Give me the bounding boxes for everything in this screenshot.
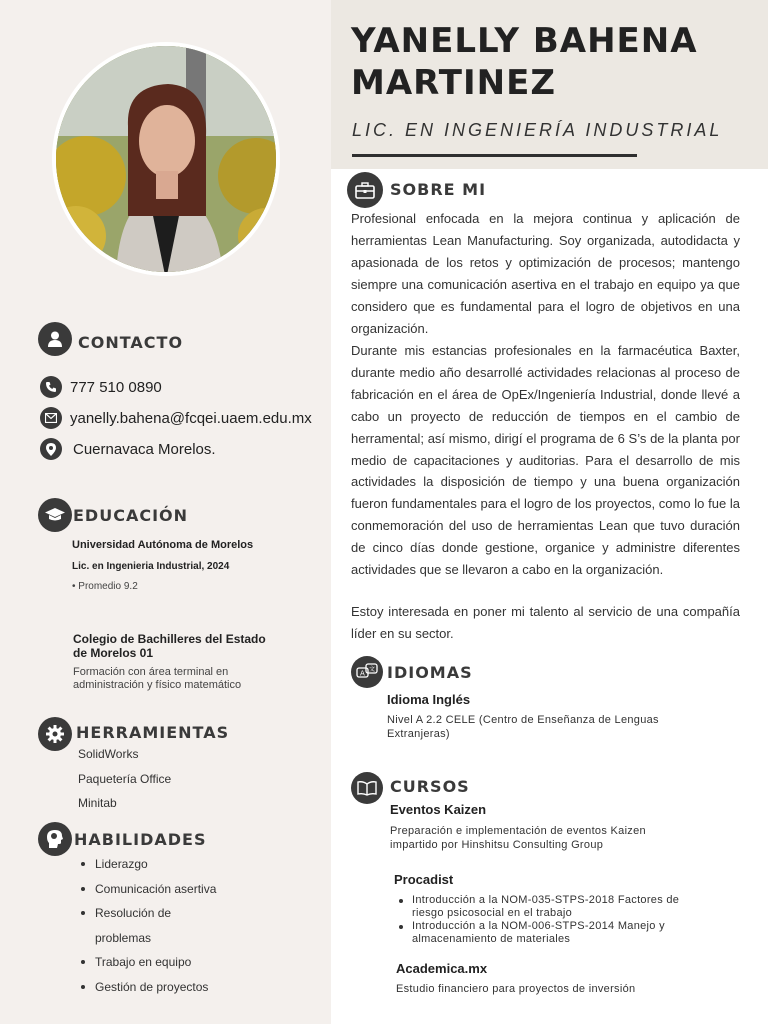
school-name: Universidad Autónoma de Morelos bbox=[72, 539, 254, 551]
contact-email[interactable]: yanelly.bahena@fcqei.uaem.edu.mx bbox=[40, 407, 312, 429]
contact-title: CONTACTO bbox=[78, 333, 184, 352]
book-icon bbox=[351, 772, 383, 804]
course-list-item: Introducción a la NOM-006-STPS-2014 Manejo y almacenamiento de materiales bbox=[398, 920, 698, 946]
tools-title: HERRAMIENTAS bbox=[76, 723, 230, 742]
full-name: YANELLY BAHENA MARTINEZ bbox=[351, 21, 698, 103]
tool-item: SolidWorks bbox=[78, 747, 139, 761]
skills-title: HABILIDADES bbox=[74, 830, 207, 849]
about-paragraph: Durante mis estancias profesionales en la farmacéutica Baxter, durante medio año desarrollé actividades relacionas al proceso de fabricación en el área de OpEx/Ingeniería Industrial, donde llevé a cabo un proyecto de reducción de tiempos en el cambio de herramental; así mismo, dirigí el programa de 6 S’s de la planta por medio de capacitaciones y auditorias. Para el desarrollo de mis actividades la disposición de tiempo y una buena organización fueron fundamentales para el logro de los proyectos, como lo fue la conmemoración del uso de herramientas Lean que tuvo duración de cinco días donde gestione, organice y administre diferentes actividades que se llevaron a cabo en la organización. bbox=[351, 343, 740, 578]
average: • Promedio 9.2 bbox=[72, 581, 138, 592]
about-title: SOBRE MI bbox=[390, 180, 487, 199]
map-pin-icon bbox=[40, 438, 62, 460]
school-name: Colegio de Bachilleres del Estado de Morelos 01 bbox=[73, 632, 266, 660]
contact-phone[interactable]: 777 510 0890 bbox=[40, 376, 162, 398]
degree: Lic. en Ingenieria Industrial, 2024 bbox=[72, 561, 230, 572]
skills-list bbox=[95, 852, 216, 1000]
svg-text:文: 文 bbox=[369, 666, 376, 673]
gear-icon bbox=[38, 717, 72, 751]
course-detail: Preparación e implementación de eventos Kaizen impartido por Hinshitsu Consulting Group bbox=[390, 825, 646, 851]
divider-line bbox=[352, 154, 637, 157]
course-title: Eventos Kaizen bbox=[390, 802, 487, 817]
education-entry bbox=[73, 632, 273, 692]
phone-icon bbox=[40, 376, 62, 398]
skill-item: Resolución de bbox=[95, 901, 216, 926]
about-paragraph: Profesional enfocada en la mejora continua y aplicación de herramientas Lean Manufacturing. Soy organizada, autodidacta y apasionada de los retos y optimización de procesos; mantengo siempre una comunicación asertiva en el trabajo en equipo ya que considero que es fundamental para el logro de objetivos en una organización. bbox=[351, 211, 740, 336]
education-title: EDUCACIÓN bbox=[73, 506, 189, 525]
course-detail: Estudio financiero para proyectos de inversión bbox=[396, 983, 636, 995]
skill-item-continued: problemas bbox=[95, 930, 152, 945]
tool-item: Minitab bbox=[78, 796, 117, 810]
briefcase-icon bbox=[347, 172, 383, 208]
brain-head-icon bbox=[38, 822, 72, 856]
language-icon bbox=[351, 656, 383, 688]
language-name: Idioma Inglés bbox=[387, 692, 471, 707]
course-title: Academica.mx bbox=[396, 961, 488, 976]
language-level: Nivel A 2.2 CELE (Centro de Enseñanza de Lenguas Extranjeras) bbox=[387, 714, 659, 740]
tool-item: Paquetería Office bbox=[78, 772, 172, 786]
graduation-cap-icon bbox=[38, 498, 72, 532]
course-list bbox=[398, 894, 698, 946]
skill-item: Liderazgo bbox=[95, 852, 216, 877]
svg-text:A: A bbox=[360, 669, 365, 678]
languages-title: IDIOMAS bbox=[387, 663, 473, 682]
skill-item: Gestión de proyectos bbox=[95, 975, 216, 1000]
envelope-icon bbox=[40, 407, 62, 429]
profession-subtitle: LIC. EN INGENIERÍA INDUSTRIAL bbox=[352, 120, 723, 140]
school-note: Formación con área terminal en administración y físico matemático bbox=[73, 666, 242, 691]
skill-item: Comunicación asertiva bbox=[95, 877, 216, 902]
skill-item: Trabajo en equipo bbox=[95, 950, 216, 975]
course-title: Procadist bbox=[394, 872, 454, 887]
user-icon bbox=[38, 322, 72, 356]
about-paragraph: Estoy interesada en poner mi talento al servicio de una compañía líder en su sector. bbox=[351, 604, 740, 641]
contact-location: Cuernavaca Morelos. bbox=[40, 438, 216, 460]
courses-title: CURSOS bbox=[390, 777, 470, 796]
education-entry bbox=[72, 538, 272, 594]
course-list-item: Introducción a la NOM-035-STPS-2018 Factores de riesgo psicosocial en el trabajo bbox=[398, 894, 698, 920]
profile-photo bbox=[52, 42, 280, 276]
